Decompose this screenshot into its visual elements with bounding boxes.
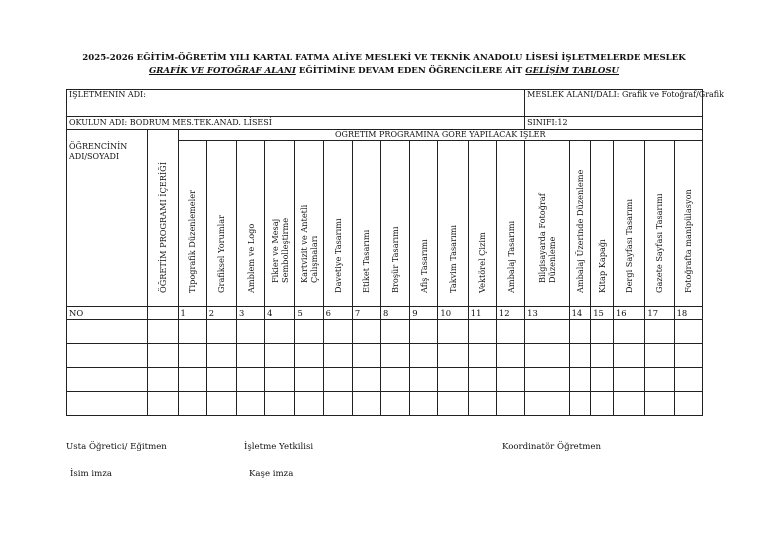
progress-cell[interactable] [591, 320, 614, 344]
progress-cell[interactable] [569, 368, 591, 392]
task-number: 11 [468, 307, 496, 320]
title-table-name: GELİŞİM TABLOSU [525, 66, 620, 76]
progress-cell[interactable] [410, 392, 438, 416]
progress-cell[interactable] [525, 392, 569, 416]
task-number: 14 [569, 307, 591, 320]
progress-cell[interactable] [410, 368, 438, 392]
task-label: Gazete Sayfası Tasarımı [654, 193, 665, 293]
progress-cell[interactable] [496, 392, 524, 416]
progress-cell[interactable] [569, 392, 591, 416]
task-header-15 [591, 141, 614, 307]
student-row [67, 368, 703, 392]
task-number: 7 [352, 307, 380, 320]
progress-cell[interactable] [265, 368, 295, 392]
task-header-8 [381, 141, 410, 307]
title-field-name: GRAFİK VE FOTOĞRAF ALANI [148, 66, 296, 76]
progress-cell[interactable] [295, 320, 323, 344]
title-line-1: 2025-2026 EĞİTİM-ÖĞRETİM YILI KARTAL FATMA ALİYE MESLEKİ VE TEKNİK ANADOLU LİSESİ İŞLETMELERDE MESLEK [82, 53, 686, 63]
progress-cell[interactable] [381, 320, 410, 344]
progress-cell[interactable] [645, 320, 674, 344]
progress-cell[interactable] [237, 368, 265, 392]
progress-cell[interactable] [178, 344, 206, 368]
isletme-name-cell: İŞLETMENİN ADI: [67, 90, 525, 117]
progress-cell[interactable] [496, 344, 524, 368]
task-number: 9 [410, 307, 438, 320]
progress-cell[interactable] [323, 368, 352, 392]
task-header-2 [206, 141, 236, 307]
section-header: ÖĞRETİM PROGRAMINA GÖRE YAPILACAK İŞLER [178, 130, 702, 141]
task-number: 8 [381, 307, 410, 320]
student-name-cell[interactable] [67, 368, 148, 392]
task-label: Broşür Tasarımı [390, 226, 401, 293]
progress-cell[interactable] [295, 368, 323, 392]
progress-cell[interactable] [178, 368, 206, 392]
progress-cell[interactable] [178, 320, 206, 344]
task-header-16 [613, 141, 644, 307]
title-line-2 [0, 65, 768, 77]
progress-cell[interactable] [438, 344, 468, 368]
progress-cell[interactable] [525, 320, 569, 344]
task-number: 1 [178, 307, 206, 320]
task-number: 2 [206, 307, 236, 320]
progress-cell[interactable] [381, 368, 410, 392]
student-name-cell[interactable] [67, 344, 148, 368]
task-header-5 [295, 141, 323, 307]
student-row [67, 392, 703, 416]
task-number: 12 [496, 307, 524, 320]
task-number: 16 [613, 307, 644, 320]
progress-cell[interactable] [438, 368, 468, 392]
footer-isletme-yetkilisi: İşletme Yetkilisi [244, 442, 314, 452]
progress-cell[interactable] [645, 344, 674, 368]
task-header-3 [237, 141, 265, 307]
task-label: Fotoğrafta manipülasyon [683, 189, 694, 293]
sinif-cell: SINIFI:12 [525, 117, 703, 130]
task-number: 3 [237, 307, 265, 320]
task-label: Kitap Kapağı [597, 239, 608, 293]
progress-cell[interactable] [206, 320, 236, 344]
progress-cell[interactable] [525, 344, 569, 368]
progress-cell[interactable] [148, 320, 178, 344]
ogrenci-label: ÖĞRENCİNİN ADI/SOYADI [67, 130, 148, 307]
task-label: Afiş Tasarımı [418, 239, 429, 293]
task-label: Amblem ve Logo [245, 223, 256, 293]
task-label: Fikier ve Mesaj Sembolleştirme [269, 217, 290, 283]
progress-cell[interactable] [613, 392, 644, 416]
no-label: NO [67, 307, 148, 320]
task-header-18 [674, 141, 702, 307]
footer-usta: Usta Öğretici/ Eğitmen [66, 442, 167, 452]
student-row [67, 344, 703, 368]
program-content-label: ÖĞRETİM PROGRAMI İÇERİĞİ [157, 162, 168, 293]
progress-cell[interactable] [525, 368, 569, 392]
progress-cell[interactable] [410, 344, 438, 368]
progress-cell[interactable] [206, 344, 236, 368]
task-number: 5 [295, 307, 323, 320]
task-number: 13 [525, 307, 569, 320]
progress-cell[interactable] [674, 368, 702, 392]
task-number: 17 [645, 307, 674, 320]
progress-cell[interactable] [206, 392, 236, 416]
task-header-9 [410, 141, 438, 307]
task-header-10 [438, 141, 468, 307]
program-content-header [148, 130, 178, 307]
progress-cell[interactable] [295, 344, 323, 368]
task-header-6 [323, 141, 352, 307]
progress-cell[interactable] [674, 320, 702, 344]
progress-cell[interactable] [613, 368, 644, 392]
progress-cell[interactable] [352, 344, 380, 368]
progress-cell[interactable] [381, 344, 410, 368]
progress-cell[interactable] [237, 320, 265, 344]
footer-isim-imza: İsim imza [70, 469, 112, 479]
progress-cell[interactable] [178, 392, 206, 416]
progress-cell[interactable] [237, 344, 265, 368]
progress-cell[interactable] [265, 320, 295, 344]
footer-koordinator: Koordinatör Öğretmen [502, 442, 601, 452]
progress-cell[interactable] [323, 392, 352, 416]
task-number: 4 [265, 307, 295, 320]
progress-cell[interactable] [468, 344, 496, 368]
meslek-cell: MESLEK ALANI/DALI: Grafik ve Fotoğraf/Grafik [525, 90, 703, 117]
progress-cell[interactable] [468, 368, 496, 392]
task-label: Ambalaj Tasarımı [505, 220, 516, 293]
task-number: 10 [438, 307, 468, 320]
task-header-13 [525, 141, 569, 307]
progress-cell[interactable] [569, 320, 591, 344]
progress-cell[interactable] [381, 392, 410, 416]
progress-cell[interactable] [352, 368, 380, 392]
progress-cell[interactable] [323, 320, 352, 344]
progress-cell[interactable] [496, 320, 524, 344]
task-number: 18 [674, 307, 702, 320]
progress-cell[interactable] [645, 392, 674, 416]
progress-cell[interactable] [410, 320, 438, 344]
student-row [67, 320, 703, 344]
progress-cell[interactable] [237, 392, 265, 416]
student-name-cell[interactable] [67, 392, 148, 416]
progress-cell[interactable] [438, 320, 468, 344]
progress-cell[interactable] [496, 368, 524, 392]
footer-kase-imza: Kaşe imza [249, 469, 294, 479]
task-header-1 [178, 141, 206, 307]
progress-cell[interactable] [645, 368, 674, 392]
progress-cell[interactable] [468, 392, 496, 416]
progress-cell[interactable] [569, 344, 591, 368]
task-number: 15 [591, 307, 614, 320]
no-blank [148, 307, 178, 320]
student-name-cell[interactable] [67, 320, 148, 344]
task-label: Ambalaj Üzerinde Düzenleme [574, 169, 585, 293]
progress-cell[interactable] [591, 344, 614, 368]
progress-cell[interactable] [265, 392, 295, 416]
title-middle: EĞİTİMİNE DEVAM EDEN ÖĞRENCİLERE AİT [295, 66, 526, 76]
progress-cell[interactable] [323, 344, 352, 368]
progress-cell[interactable] [468, 320, 496, 344]
task-label: Takvim Tasarımı [448, 225, 459, 293]
task-header-14 [569, 141, 591, 307]
task-header-11 [468, 141, 496, 307]
progress-cell[interactable] [591, 392, 614, 416]
task-header-7 [352, 141, 380, 307]
task-number: 6 [323, 307, 352, 320]
task-header-12 [496, 141, 524, 307]
progress-cell[interactable] [352, 320, 380, 344]
task-label: Vektörel Çizim [477, 232, 488, 293]
progress-cell[interactable] [674, 344, 702, 368]
task-label: Kartvizit ve Antetli Çalışmaları [299, 204, 320, 283]
task-label: Grafiksel Yorumlar [216, 214, 227, 293]
progress-cell[interactable] [613, 344, 644, 368]
progress-cell[interactable] [295, 392, 323, 416]
progress-cell[interactable] [148, 344, 178, 368]
development-table [66, 89, 724, 416]
task-label: Etiket Tasarımı [361, 229, 372, 293]
progress-cell[interactable] [674, 392, 702, 416]
progress-cell[interactable] [148, 368, 178, 392]
task-header-17 [645, 141, 674, 307]
progress-cell[interactable] [265, 344, 295, 368]
task-label: Dergi Sayfası Tasarımı [624, 199, 635, 293]
progress-cell[interactable] [591, 368, 614, 392]
progress-cell[interactable] [206, 368, 236, 392]
progress-cell[interactable] [148, 392, 178, 416]
task-label: Bilgisayarda Fotoğraf Düzenleme [536, 193, 557, 283]
progress-cell[interactable] [352, 392, 380, 416]
progress-cell[interactable] [613, 320, 644, 344]
task-label: Tipografik Düzenlemeler [187, 189, 198, 293]
okul-cell: OKULUN ADI: BODRUM MES.TEK.ANAD. LİSESİ [67, 117, 525, 130]
progress-cell[interactable] [438, 392, 468, 416]
task-label: Davetiye Tasarımı [332, 218, 343, 293]
task-header-4 [265, 141, 295, 307]
